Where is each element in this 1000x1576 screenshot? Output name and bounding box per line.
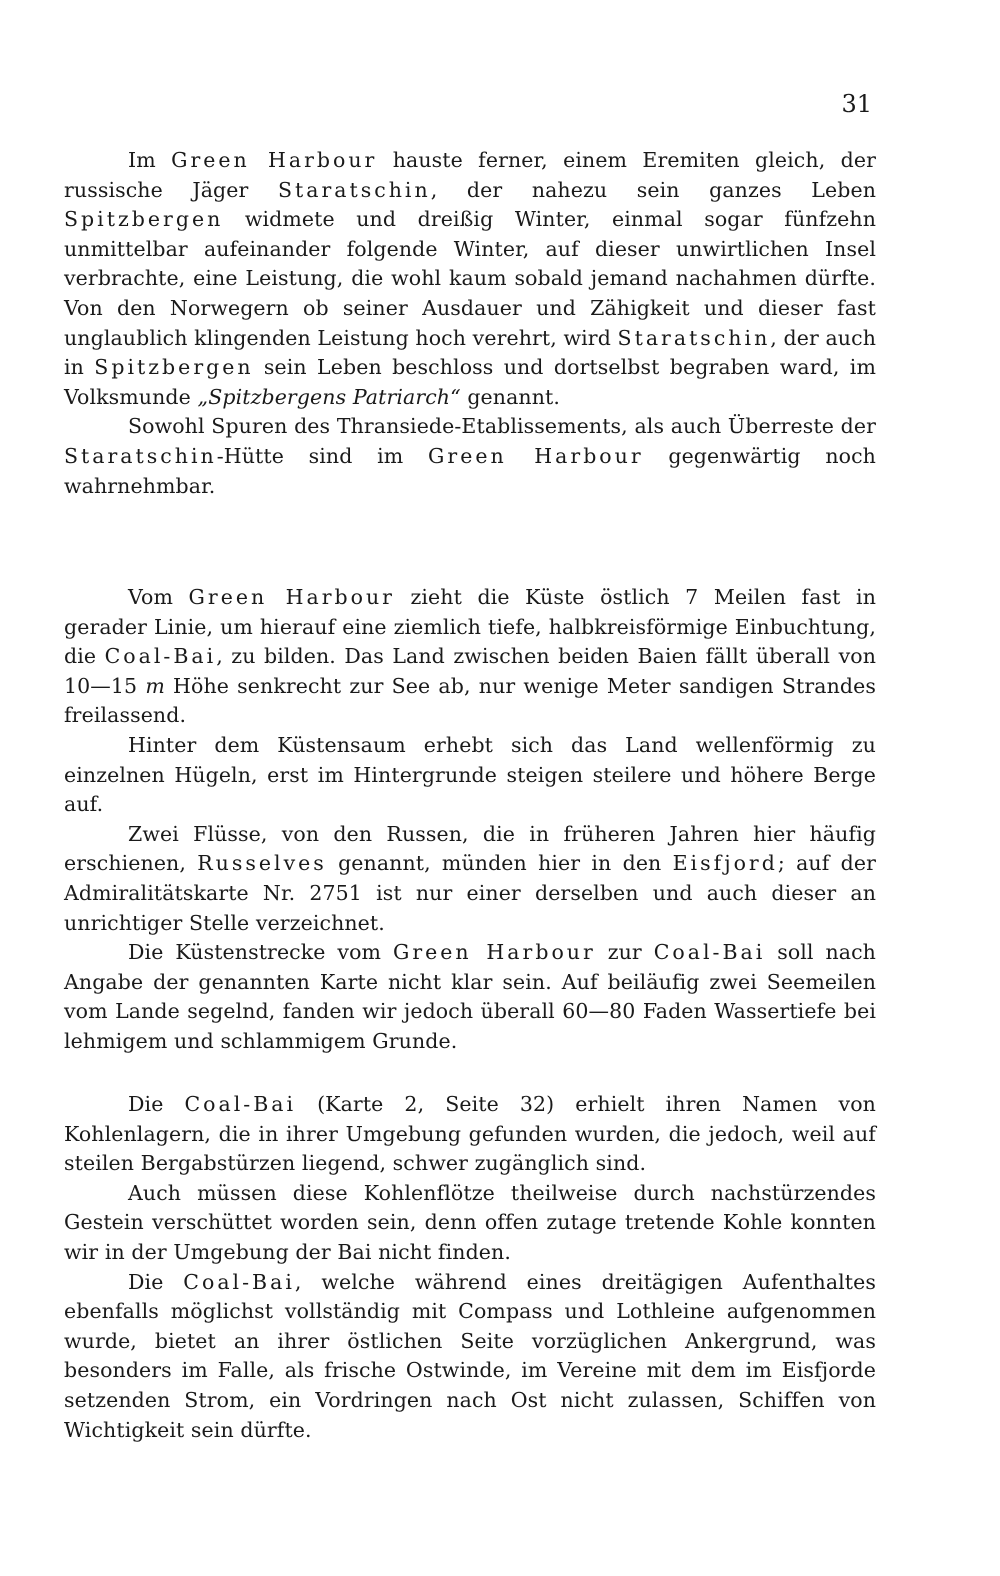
text-run: genannt, münden hier in den <box>326 851 673 876</box>
spaced-name: Green Harbour <box>171 148 378 172</box>
text-run: , zu bilden. Das Land zwischen beiden Baien fällt überall von 10—15 <box>64 644 876 698</box>
paragraph <box>64 412 876 501</box>
paragraph <box>64 146 876 412</box>
spaced-name: Staratschin <box>617 325 771 350</box>
spaced-name: Spitzbergen <box>94 355 254 380</box>
text-run: widmete und dreißig Winter, einmal sogar fünfzehn unmittelbar aufeinander folgende Winter, auf dieser unwirtlichen Insel verbrachte, eine Leistung, die wohl kaum sobald jemand nachahmen dürfte. Von den Norwegern ob seiner Ausdauer und Zähigkeit und dieser fast unglaublich klingenden Leistung hoch verehrt, wird <box>64 207 876 350</box>
text-run: hauste ferner, einem Eremiten gleich, der russische Jäger <box>64 148 877 202</box>
paragraph <box>64 731 876 820</box>
text-run: ; auf der Admiralitätskarte Nr. 2751 ist nur einer derselben und auch dieser an unrichtiger Stelle verzeichnet. <box>64 851 876 935</box>
text-run: soll nach Angabe der genannten Karte nicht klar sein. Auf beiläufig zwei Seemeilen vom Lande segelnd, fanden wir jedoch überall 60—80 Faden Wassertiefe bei lehmigem und schlammigem Grunde. <box>64 940 876 1053</box>
text-run: Vom <box>128 585 189 609</box>
text-run: , der auch in <box>64 325 876 380</box>
paragraph <box>64 583 876 731</box>
spaced-name: Spitzbergen <box>64 207 224 232</box>
text-run: (Karte 2, Seite 32) erhielt ihren Namen von Kohlenlagern, die in ihrer Umgebung gefunden wurden, die jedoch, weil auf steilen Bergabstürzen liegend, schwer zugänglich sind. <box>64 1092 876 1176</box>
text-run: Sowohl Spuren des Thransiede-Etablissements, als auch Überreste der <box>128 414 876 439</box>
page-number: 31 <box>841 90 872 118</box>
text-section <box>64 146 876 501</box>
spaced-name: Green Harbour <box>188 585 395 609</box>
paragraph <box>64 820 876 938</box>
italic-text: m <box>145 673 165 698</box>
paragraph <box>64 1090 876 1179</box>
text-section <box>64 583 876 1057</box>
text-run: Die Küstenstrecke vom <box>128 940 393 965</box>
paragraph <box>64 1179 876 1268</box>
paragraph <box>64 938 876 1056</box>
text-run: zur <box>595 940 654 965</box>
spaced-name: Green Harbour <box>392 940 596 965</box>
text-run: Die <box>128 1092 185 1116</box>
text-run: Hinter dem Küstensaum erhebt sich das Land wellenförmig zu einzelnen Hügeln, erst im Hintergrunde steigen steilere und höhere Berge auf. <box>64 732 876 817</box>
spaced-name: Staratschin <box>64 443 217 468</box>
italic-text: „Spitzbergens Patriarch“ <box>197 384 461 409</box>
spaced-name: Coal-Bai <box>104 644 217 669</box>
spaced-name: Staratschin <box>277 177 431 202</box>
text-section <box>64 1090 876 1445</box>
text-run: -Hütte sind im <box>216 443 429 468</box>
spaced-name: Eisfjord <box>672 851 778 876</box>
text-run: gegenwärtig noch wahrnehmbar. <box>64 443 876 498</box>
text-run: genannt. <box>460 384 560 409</box>
spaced-name: Coal-Bai <box>653 940 766 965</box>
text-run: sein Leben beschloss und dortselbst begraben ward, im Volksmunde <box>64 355 876 409</box>
text-run: Höhe senkrecht zur See ab, nur wenige Meter sandigen Strandes freilassend. <box>64 673 876 728</box>
text-run: , der nahezu sein ganzes Leben <box>430 177 876 202</box>
text-run: Im <box>128 148 172 172</box>
spaced-name: Coal-Bai <box>184 1092 297 1116</box>
text-run: Die <box>128 1269 184 1294</box>
text-run: zieht die Küste östlich 7 Meilen fast in gerader Linie, um hierauf eine ziemlich tiefe, halbkreisförmige Einbuchtung, die <box>64 585 876 669</box>
spaced-name: Russelves <box>197 851 327 876</box>
paragraph <box>64 1268 876 1446</box>
text-run: Zwei Flüsse, von den Russen, die in früheren Jahren hier häufig erschienen, <box>64 821 876 876</box>
text-run: , welche während eines dreitägigen Aufenthaltes ebenfalls möglichst vollständig mit Compass und Lothleine aufgenommen wurde, bietet an ihrer östlichen Seite vorzüglichen Ankergrund, was besonders im Falle, als frische Ostwinde, im Vereine mit dem im Eisfjorde setzenden Strom, ein Vordringen nach Ost nicht zulassen, Schiffen von Wichtigkeit sein dürfte. <box>64 1269 876 1442</box>
spaced-name: Green Harbour <box>428 443 644 468</box>
text-run: Auch müssen diese Kohlenflötze theilweise durch nachstürzendes Gestein verschüttet worden sein, denn offen zutage tretende Kohle konnten wir in der Umgebung der Bai nicht finden. <box>64 1180 876 1264</box>
spaced-name: Coal-Bai <box>183 1269 295 1294</box>
